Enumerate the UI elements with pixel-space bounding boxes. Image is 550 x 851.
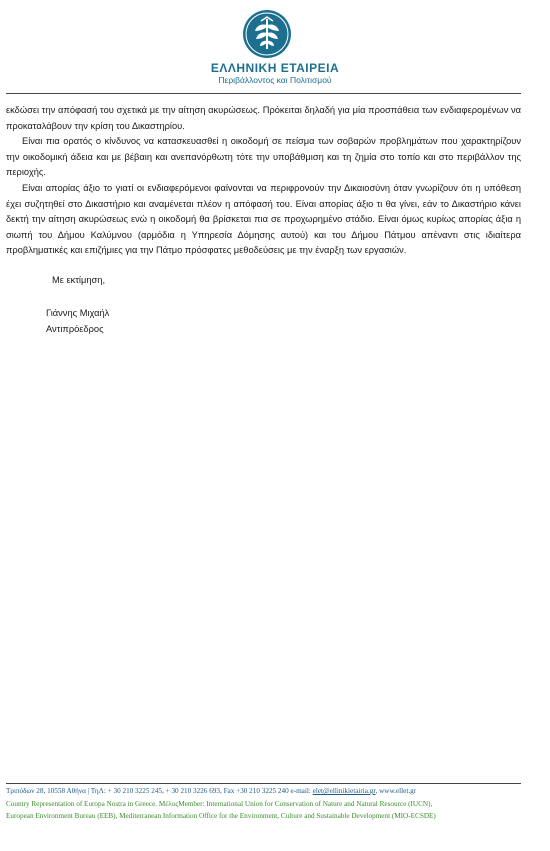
website-link[interactable]: www.ellet.gr	[379, 787, 417, 795]
letter-body	[6, 103, 521, 259]
signature-block	[46, 305, 109, 337]
footer-membership-line: European Environment Bureau (EEB), Mediterranean Information Office for the Environment, Culture and Sustainable Development (MIO-ECSDE)	[6, 812, 436, 820]
footer-divider	[6, 783, 521, 784]
org-subtitle: Περιβάλλοντος και Πολιτισμού	[218, 75, 332, 85]
ellet-logo-icon	[234, 9, 300, 59]
body-paragraph: Είναι πια ορατός ο κίνδυνος να κατασκευασθεί η οικοδομή σε πείσμα των σοβαρών προβλημάτων που χαρακτηρίζουν την οικοδομική άδεια και με βέβαιη και ανεπανόρθωτη τότε την υποβάθμιση και τη ζημία στο τοπίο και στο περιβάλλον της περιοχής.	[6, 136, 521, 178]
signer-name: Γιάννης Μιχαήλ	[46, 308, 110, 318]
footer-separator: ,	[375, 787, 380, 795]
body-paragraph: Είναι απορίας άξιο το γιατί οι ενδιαφερόμενοι φαίνονται να περιφρονούν την Δικαιοσύνη όταν γνωρίζουν ότι η υπόθεση έχει συζητηθεί στο Δικαστήριο και αναμένεται πλέον η απόφασή του. Είναι απορίας άξιο τι θα γίνει, εάν το Δικαστήριο κάνει δεκτή την αίτηση ακυρώσεως ενώ η οικοδομή θα βρίσκεται πια σε προχωρημένο στάδιο. Είναι όμως κυρίως απορίας άξια η σιωπή του Δήμου Καλύμνου (αρμόδια η Υπηρεσία Δόμησης αυτού) και του Δήμου Πάτμου απέναντι στις ιδιαίτερα προβληματικές και επιζήμιες για την Πάτμο πρόσφατες μεθοδεύσεις με την έναρξη των εργασιών.	[6, 182, 521, 256]
closing-salutation: Με εκτίμηση,	[52, 275, 106, 285]
email-link[interactable]: elet@ellinikietairia.gr	[312, 787, 376, 795]
footer	[6, 785, 521, 823]
signer-title: Αντιπρόεδρος	[46, 324, 104, 334]
footer-membership-line: Country Representation of Europa Nostra in Greece. ΜέλοςMember: International Union for Conservation of Nature and Natural Resource (IUCN),	[6, 799, 433, 808]
org-name: ΕΛΛΗΝΙΚΗ ΕΤΑΙΡΕΙΑ	[210, 61, 340, 75]
body-paragraph: εκδώσει την απόφασή του σχετικά με την αίτηση ακυρώσεως. Πρόκειται δηλαδή για μία προσπάθεια των ενδιαφερομένων να προκαταλάβουν την κρίση του Δικαστηρίου.	[6, 105, 521, 131]
letterhead	[0, 0, 550, 90]
footer-contact-line	[6, 785, 521, 798]
header-divider	[6, 93, 521, 94]
footer-address: Τριπόδων 28, 10558 Αθήνα | ΤηΛ: + 30 210 3225 245, + 30 210 3226 693, Fax +30 210 3225 240 e-mail:	[6, 787, 313, 795]
